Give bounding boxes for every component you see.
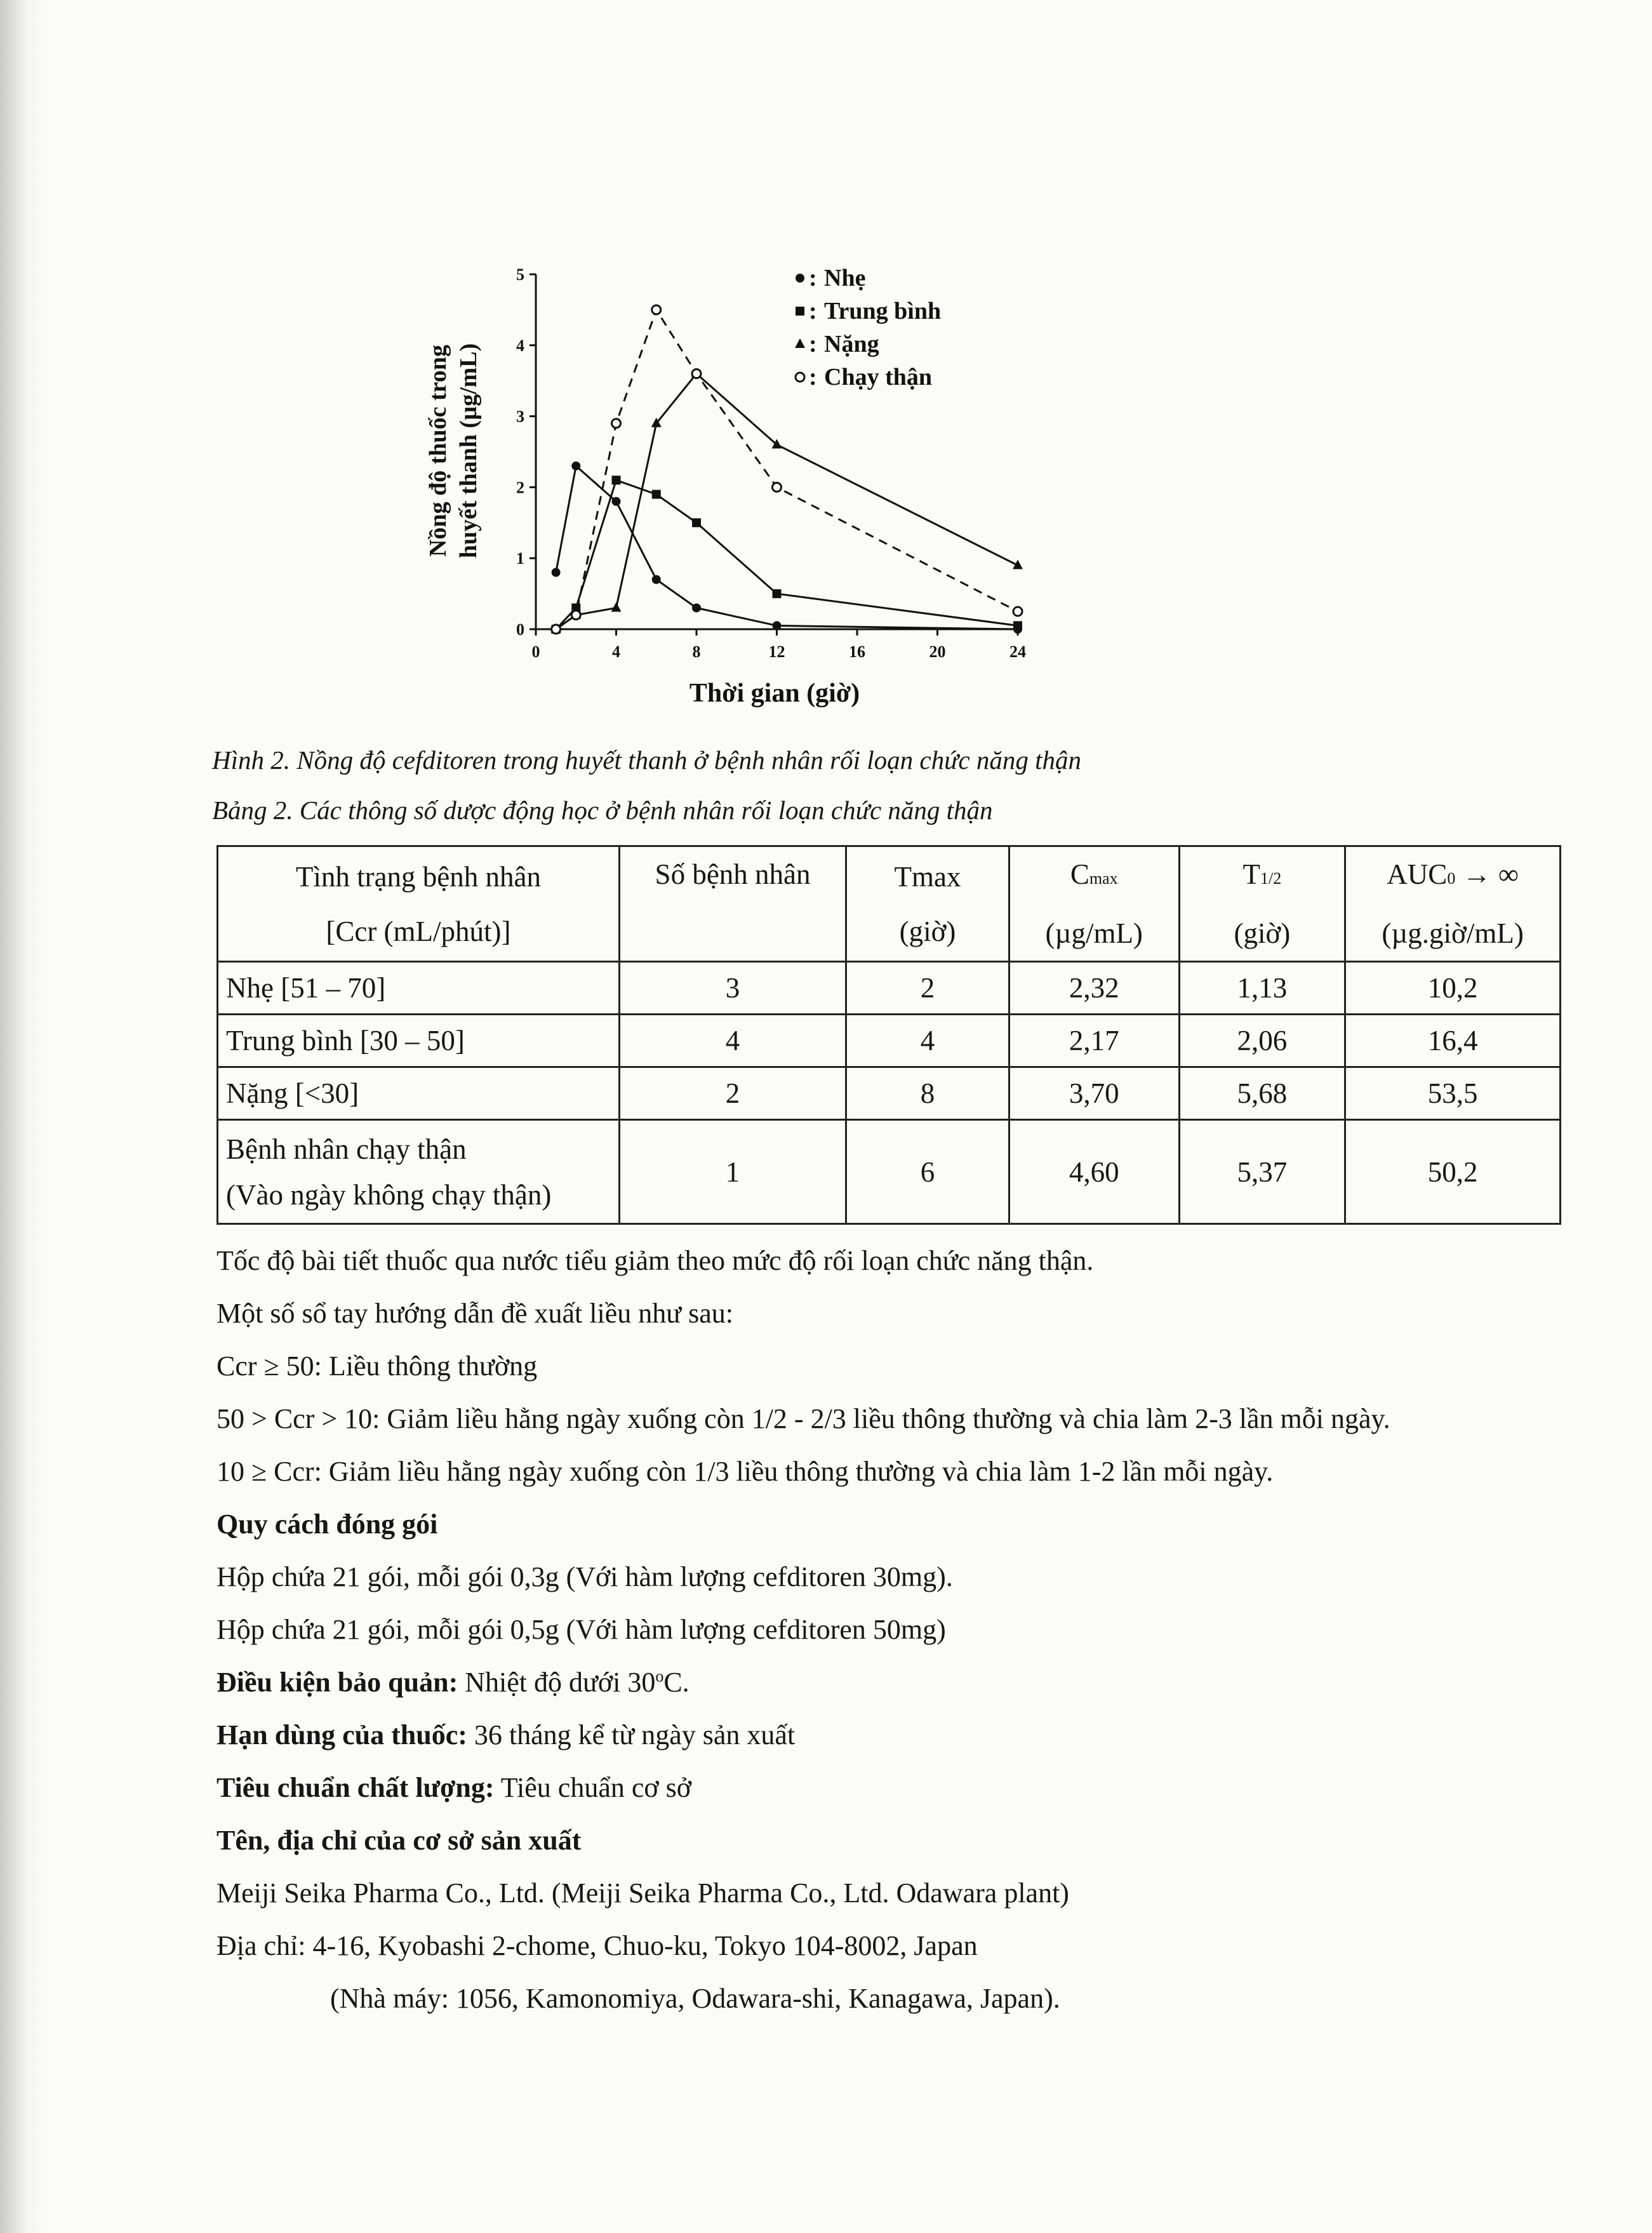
legend-colon: : [809,331,817,357]
data-point-trung-binh [773,589,782,598]
header-thalf [1179,846,1345,962]
x-tick-label: 12 [768,643,785,661]
legend-marker [795,338,805,348]
data-point-chay-than [652,305,661,314]
header-auc-line1 [1354,847,1552,906]
data-point-chay-than [692,370,701,378]
header-count [619,846,846,962]
header-auc-rest: → ∞ [1455,858,1519,890]
header-status-line2: [Ccr (mL/phút)] [326,915,511,947]
cell-cmax: 4,60 [1009,1120,1179,1224]
cell-count: 2 [619,1067,846,1120]
header-cmax [1009,846,1179,962]
data-point-nang [611,602,622,611]
header-status [218,846,620,962]
data-point-nhe [773,621,782,630]
dosing-moderate: 50 > Ccr > 10: Giảm liều hằng ngày xuống còn 1/2 - 2/3 liều thông thường và chia làm 2-3 lần mỗi ngày. [216,1403,1390,1434]
data-point-trung-binh [652,490,661,499]
page-edge-shadow [0,0,44,2233]
cell-tmax: 4 [846,1015,1009,1067]
cell-auc: 53,5 [1345,1067,1561,1120]
x-tick-label: 16 [849,643,865,661]
pharmacokinetics-table [216,845,1561,1225]
cell-count: 3 [619,962,846,1015]
data-point-chay-than [571,611,580,620]
table-header-row [218,846,1561,962]
cell-status: Nhẹ [51 – 70] [218,962,620,1015]
data-point-chay-than [773,483,782,491]
quality-standard-label: Tiêu chuẩn chất lượng: [216,1772,495,1803]
data-point-chay-than [612,419,621,428]
y-tick-label: 4 [516,336,524,355]
packaging-heading-text: Quy cách đóng gói [216,1509,438,1540]
y-tick-label: 1 [516,549,524,568]
table-row [218,1015,1561,1067]
shelf-life-line [216,1719,795,1752]
series-line-nang [556,374,1018,629]
cell-status-line1: Bệnh nhân chạy thận [226,1133,467,1165]
cell-thalf: 2,06 [1179,1015,1345,1067]
header-cmax-line2: (µg/mL) [1045,917,1143,949]
cell-thalf: 5,37 [1179,1120,1345,1224]
packaging-heading [216,1508,437,1542]
factory-address: (Nhà máy: 1056, Kamonomiya, Odawara-shi, Kanagawa, Japan). [330,1983,1060,2014]
legend-marker [796,274,804,283]
storage-line [216,1666,689,1700]
packaging-line-2: Hộp chứa 21 gói, mỗi gói 0,5g (Với hàm lượng cefditoren 50mg) [216,1614,946,1645]
cell-auc: 16,4 [1345,1015,1561,1067]
data-point-chay-than [552,625,561,634]
data-point-chay-than [1013,607,1022,616]
x-tick-label: 0 [531,643,540,661]
cell-tmax: 6 [846,1120,1009,1224]
header-thalf-main: T [1242,858,1261,890]
y-tick-label: 0 [516,620,524,639]
cell-count: 1 [619,1120,846,1224]
legend-label: Nặng [824,331,879,357]
manufacturer-heading-text: Tên, địa chỉ của cơ sở sản xuất [216,1825,582,1856]
concentration-chart [406,248,1092,730]
legend-marker [796,373,804,382]
header-thalf-line2: (giờ) [1234,917,1291,949]
dosing-intro: Một số sổ tay hướng dẫn đề xuất liều như sau: [216,1298,733,1329]
data-point-nhe [552,568,561,577]
shelf-life-value: 36 tháng kể từ ngày sản xuất [467,1719,796,1750]
cell-tmax: 2 [846,962,1009,1015]
header-auc-main: AUC [1387,858,1448,890]
packaging-line-1: Hộp chứa 21 gói, mỗi gói 0,3g (Với hàm lượng cefditoren 30mg). [216,1561,953,1592]
table-row [218,1120,1561,1224]
shelf-life-label: Hạn dùng của thuốc: [216,1719,467,1750]
cell-cmax: 2,32 [1009,962,1179,1015]
quality-standard-value: Tiêu chuẩn cơ sở [494,1772,692,1803]
legend-colon: : [809,265,817,291]
y-tick-label: 5 [516,265,524,284]
cell-auc: 50,2 [1345,1120,1561,1224]
cell-status-line2: (Vào ngày không chạy thận) [226,1178,552,1211]
manufacturer-address: Địa chỉ: 4-16, Kyobashi 2-chome, Chuo-ku, Tokyo 104-8002, Japan [216,1930,978,1961]
x-tick-label: 8 [692,643,701,661]
cell-status [218,1120,620,1224]
header-auc-sub: 0 [1447,869,1456,888]
cell-status: Trung bình [30 – 50] [218,1015,620,1067]
header-status-line1: Tình trạng bệnh nhân [295,860,542,893]
legend-label: Chạy thận [824,364,932,390]
data-point-nhe [692,603,701,612]
storage-value: Nhiệt độ dưới 30 [458,1667,656,1698]
excretion-paragraph: Tốc độ bài tiết thuốc qua nước tiểu giảm theo mức độ rối loạn chức năng thận. [216,1245,1094,1276]
cell-tmax: 8 [846,1067,1009,1120]
quality-standard-line [216,1771,691,1805]
legend-colon: : [809,298,817,324]
y-axis-label-line2: huyết thanh (µg/mL) [455,343,482,559]
dosing-severe: 10 ≥ Ccr: Giảm liều hằng ngày xuống còn 1/3 liều thông thường và chia làm 1-2 lần mỗi ngày. [216,1456,1274,1487]
data-point-trung-binh [692,518,701,527]
data-point-nhe [652,575,661,584]
table-row [218,962,1561,1015]
series-line-trung-binh [556,480,1018,629]
header-auc [1345,846,1561,962]
x-tick-label: 4 [612,643,620,661]
legend-colon: : [809,364,817,390]
series-line-nhe [556,466,1018,629]
cell-cmax: 2,17 [1009,1015,1179,1067]
data-point-nhe [612,497,621,506]
storage-unit: C. [663,1667,689,1698]
header-thalf-line1 [1188,847,1337,906]
cell-cmax: 3,70 [1009,1067,1179,1120]
legend-marker [796,307,804,316]
header-tmax [846,846,1009,962]
header-cmax-main: C [1070,858,1089,890]
legend-label: Nhẹ [824,265,866,291]
table-caption: Bảng 2. Các thông số dược động học ở bệnh nhân rối loạn chức năng thận [212,796,993,825]
cell-status: Nặng [<30] [218,1067,620,1120]
y-tick-label: 3 [516,407,524,426]
series-line-chay-than [556,310,1018,629]
y-tick-label: 2 [516,478,524,497]
cell-count: 4 [619,1015,846,1067]
header-tmax-line1: Tmax [894,860,961,893]
header-auc-line2: (µg.giờ/mL) [1382,917,1524,949]
data-point-trung-binh [612,476,621,484]
cell-auc: 10,2 [1345,962,1561,1015]
header-count-label: Số bệnh nhân [655,858,811,890]
storage-label: Điều kiện bảo quản: [216,1667,458,1698]
header-cmax-sub: max [1089,869,1118,888]
manufacturer-heading [216,1824,581,1858]
table-row [218,1067,1561,1120]
storage-degree: o [655,1667,664,1686]
data-point-nhe [571,462,580,470]
header-cmax-line1 [1018,847,1171,906]
figure-caption: Hình 2. Nồng độ cefditoren trong huyết thanh ở bệnh nhân rối loạn chức năng thận [212,745,1082,775]
dosing-normal: Ccr ≥ 50: Liều thông thường [216,1350,538,1382]
x-tick-label: 24 [1009,643,1026,661]
x-tick-label: 20 [929,643,946,661]
data-point-trung-binh [1013,621,1022,630]
manufacturer-name: Meiji Seika Pharma Co., Ltd. (Meiji Seika Pharma Co., Ltd. Odawara plant) [216,1877,1069,1909]
header-tmax-line2: (giờ) [899,915,956,947]
x-axis-label: Thời gian (giờ) [689,679,860,708]
cell-thalf: 5,68 [1179,1067,1345,1120]
cell-thalf: 1,13 [1179,962,1345,1015]
y-axis-label-line1: Nồng độ thuốc trong [425,345,451,557]
legend-label: Trung bình [824,298,942,324]
header-thalf-sub: 1/2 [1260,869,1282,888]
